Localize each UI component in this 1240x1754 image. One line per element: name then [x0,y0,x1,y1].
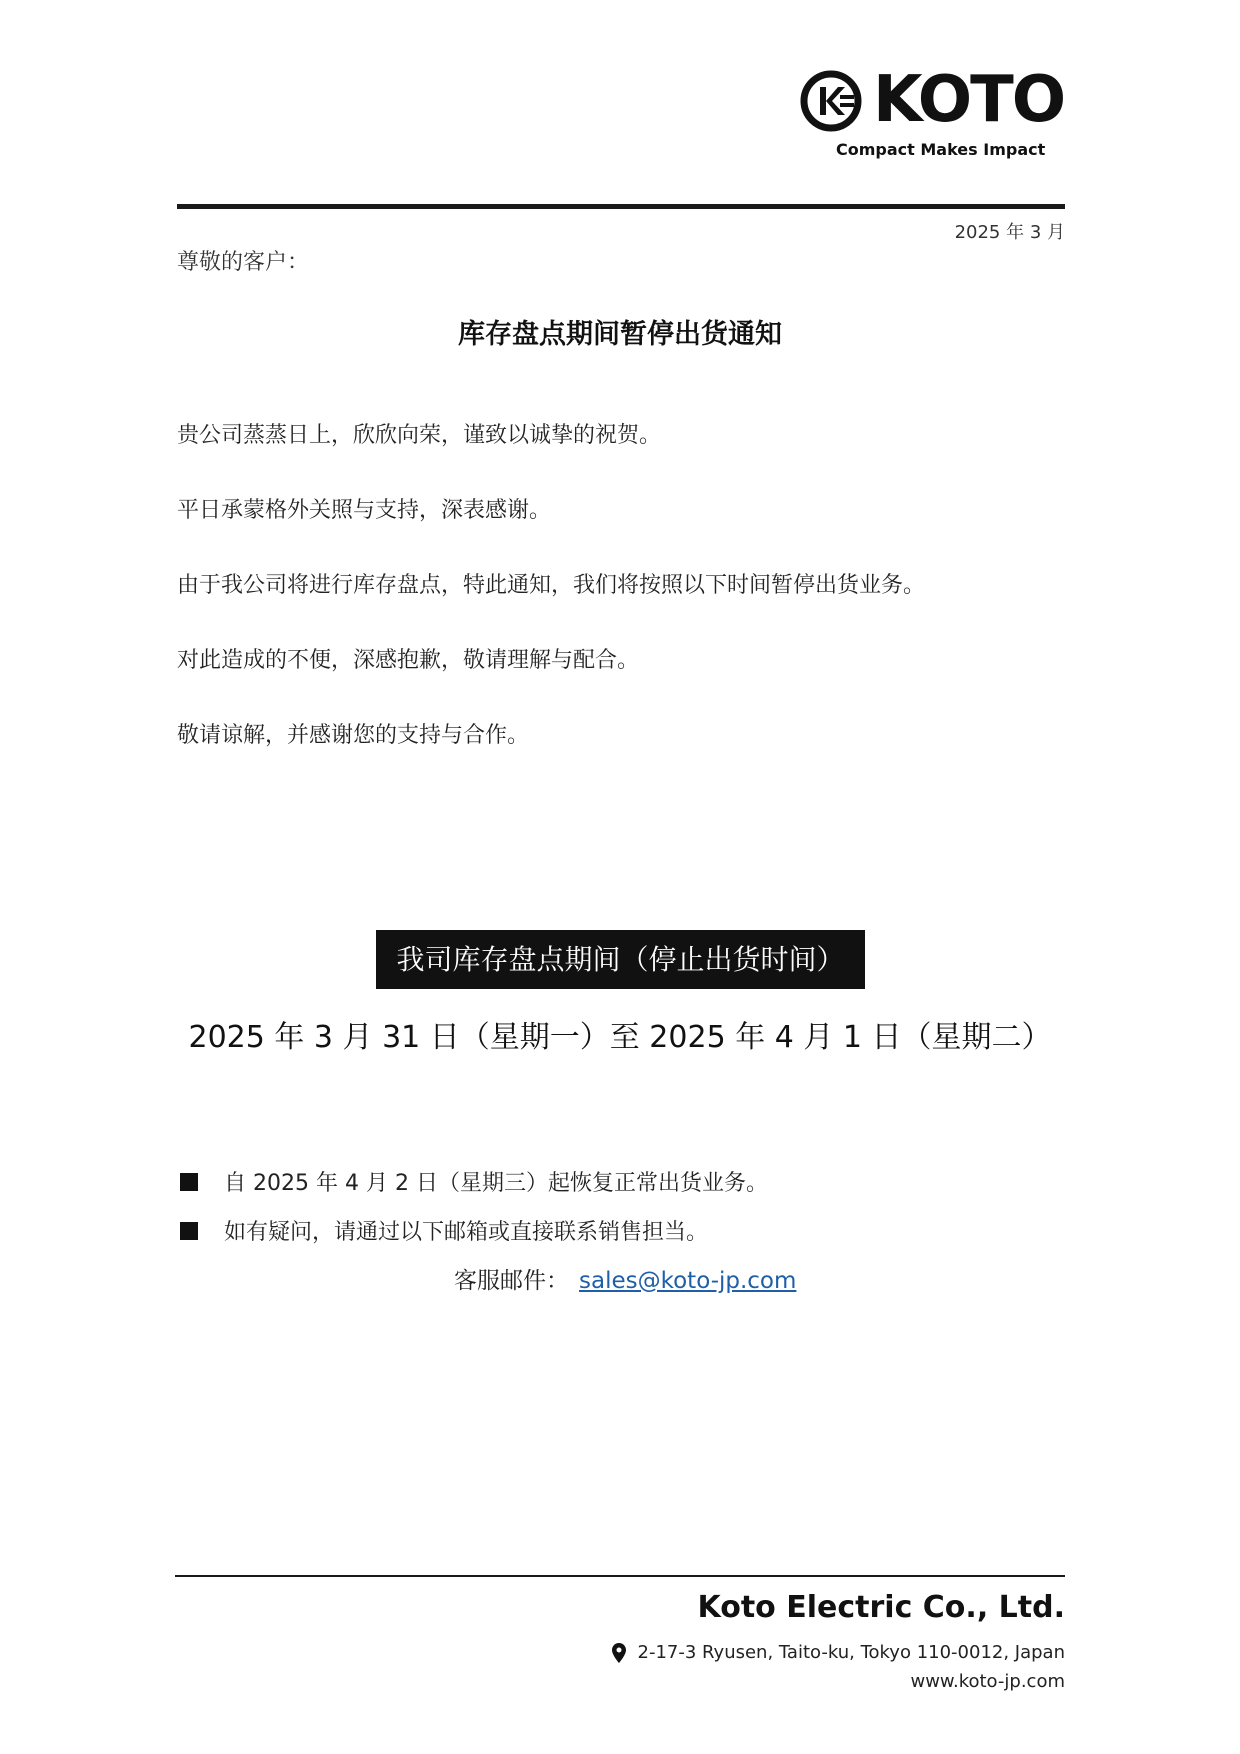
koto-logo [800,63,1065,168]
greeting: 尊敬的客户： [177,250,310,275]
body-paragraph-3: 由于我公司将进行库存盘点，特此通知，我们将按照以下时间暂停出货业务。 [177,573,926,598]
koto-logo-mark-icon [800,70,862,132]
suspension-period: 2025 年 3 月 31 日（星期一）至 2025 年 4 月 1 日（星期二） [188,1020,1052,1055]
bullet-item-inquiry [180,1215,708,1246]
square-bullet-icon [180,1173,198,1191]
header-divider [177,204,1065,209]
company-name: Koto Electric Co., Ltd. [697,1590,1065,1625]
page-title: 库存盘点期间暂停出货通知 [458,319,782,350]
square-bullet-icon [180,1222,198,1240]
address-text: 2-17-3 Ryusen, Taito-ku, Tokyo 110-0012, Japan [637,1642,1065,1663]
footer-divider [175,1575,1065,1577]
company-address [612,1642,1066,1663]
bullet-text: 自 2025 年 4 月 2 日（星期三）起恢复正常出货业务。 [224,1171,768,1196]
contact-email-link[interactable]: sales@koto-jp.com [579,1268,797,1294]
contact-label: 客服邮件： [454,1268,569,1294]
body-paragraph-5: 敬请谅解，并感谢您的支持与合作。 [177,723,530,748]
notice-date: 2025 年 3 月 [954,222,1065,243]
logo-wordmark: KOTO [873,63,1065,137]
location-pin-icon [612,1643,626,1663]
contact-line [454,1262,796,1295]
company-website: www.koto-jp.com [910,1671,1065,1692]
bullet-item-resume [180,1166,768,1197]
bullet-text: 如有疑问，请通过以下邮箱或直接联系销售担当。 [224,1220,709,1245]
body-paragraph-4: 对此造成的不便，深感抱歉，敬请理解与配合。 [177,648,640,673]
body-paragraph-2: 平日承蒙格外关照与支持，深表感谢。 [177,498,552,523]
suspension-banner: 我司库存盘点期间（停止出货时间） [376,930,865,989]
body-paragraph-1: 贵公司蒸蒸日上，欣欣向荣，谨致以诚挚的祝贺。 [177,423,662,448]
logo-tagline: Compact Makes Impact [836,140,1046,159]
